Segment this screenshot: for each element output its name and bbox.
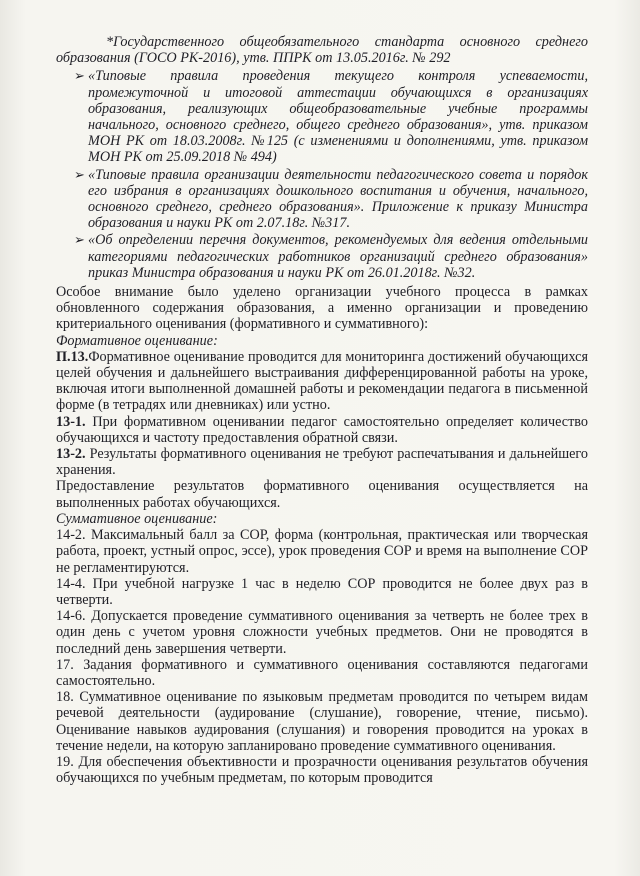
- clause-text: Результаты формативного оценивания не требуют распечатывания и дальнейшего хранения.: [56, 446, 588, 479]
- presentation-paragraph: Предоставление результатов формативного оценивания осуществляется на выполненных работах обучающихся.: [56, 478, 588, 511]
- list-item: [56, 167, 588, 232]
- clause-14-6: 14-6. Допускается проведение суммативного оценивания за четверть не более трех в один день с учетом уровня сложности учебных предметов. Они не проводятся в последний день завершения четверти.: [56, 608, 588, 657]
- clause-number: П.13.: [56, 348, 89, 365]
- clause-14-4: 14-4. При учебной нагрузке 1 час в неделю СОР проводится не более двух раз в четверти.: [56, 575, 588, 608]
- list-item: [56, 232, 588, 281]
- arrow-bullet-icon: ➢: [74, 232, 85, 248]
- list-item: [56, 68, 588, 165]
- clause-text: Формативное оценивание проводится для мониторинга достижений обучающихся целей обучения и дальнейшего выстраивания дифференцированной работы на уроке, включая итоги выполненной домашней работы и рекомендации педагога в письменной форме (в тетрадях или дневниках) или устно.: [56, 348, 588, 414]
- formative-heading: Формативное оценивание:: [56, 332, 218, 349]
- bullet-text: «Об определении перечня документов, рекомендуемых для ведения отдельными категориями педагогических работников организаций среднего образования» приказ Министра образования и науки РК от 26.01.2018г. №32.: [88, 232, 588, 281]
- bullet-text: «Типовые правила проведения текущего контроля успеваемости, промежуточной и итоговой аттестации обучающихся в организациях образования, реализующих общеобразовательные учебные программы начального, основного среднего, общего среднего образования», утв. приказом МОН РК от 18.03.2008г. №125 (с изменениями и дополнениями, утв. приказом МОН РК от 25.09.2018 № 494): [88, 68, 588, 166]
- intro-paragraph: *Государственного общеобязательного стандарта основного среднего образования (ГОСО РК-2016), утв. ППРК от 13.05.2016г. № 292: [56, 34, 588, 67]
- clause-18: 18. Суммативное оценивание по языковым предметам проводится по четырем видам речевой деятельности (аудирование (слушание), говорение, чтение, письмо). Оценивание навыков аудирования (слушания) и говорения проводится на уроках в течение недели, на которую запланировано проведение суммативного оценивания.: [56, 689, 588, 754]
- clause-13: [56, 349, 588, 414]
- clause-19: 19. Для обеспечения объективности и прозрачности оценивания результатов обучения обучающихся по учебным предметам, по которым проводится: [56, 753, 588, 787]
- document-body: [56, 34, 588, 786]
- clause-13-1: [56, 414, 588, 446]
- bullet-text: «Типовые правила организации деятельности педагогического совета и порядок его избрания в организациях дошкольного воспитания и обучения, начального, основного среднего, среднего образования». Приложение к приказу Министра образования и науки РК от 2.07.18г. №317.: [88, 166, 588, 232]
- clause-13-2: [56, 446, 588, 478]
- clause-number: 13-1.: [56, 413, 86, 430]
- clause-17: 17. Задания формативного и суммативного оценивания составляются педагогами самостоятельно.: [56, 656, 588, 689]
- summative-heading: Суммативное оценивание:: [56, 510, 218, 527]
- clause-number: 13-2.: [56, 446, 86, 463]
- arrow-bullet-icon: ➢: [74, 68, 85, 84]
- focus-paragraph: Особое внимание было уделено организации учебного процесса в рамках обновленного содержания образования, а именно организации и проведению критериального оценивания (формативного и суммативного):: [56, 284, 588, 333]
- arrow-bullet-icon: ➢: [74, 166, 85, 182]
- clause-text: При формативном оценивании педагог самостоятельно определяет количество обучающихся и частоту предоставления обратной связи.: [56, 413, 588, 446]
- clause-14-2: 14-2. Максимальный балл за СОР, форма (контрольная, практическая или творческая работа, проект, устный опрос, эссе), урок проведения СОР и время на выполнение СОР не регламентируются.: [56, 527, 588, 576]
